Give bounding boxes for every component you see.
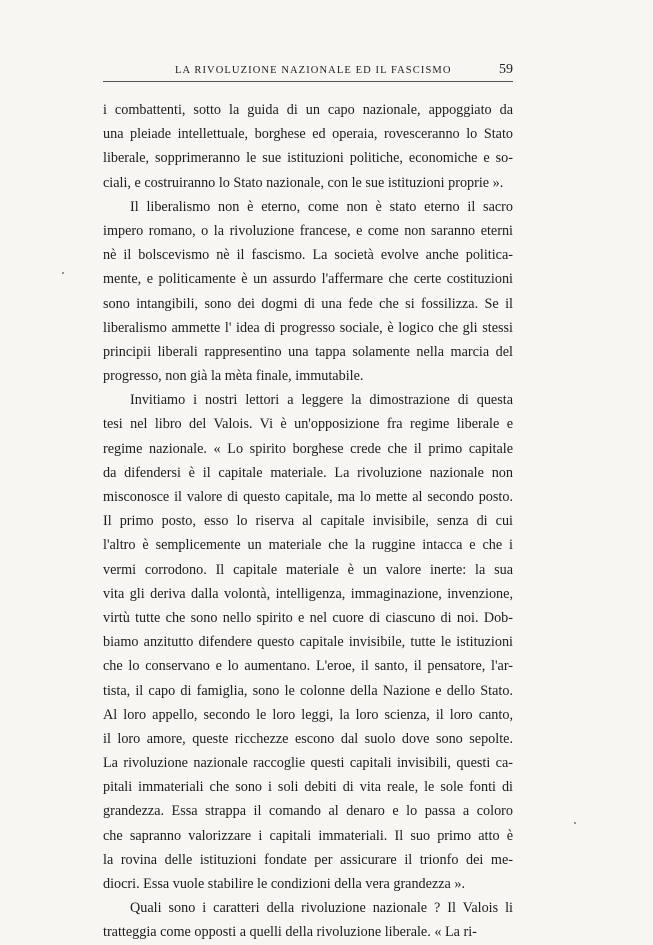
text-line: il loro amore, queste ricchezze escono dal suolo dove sono sepolte. — [103, 730, 513, 747]
paper-speck — [62, 272, 64, 274]
header-rule — [103, 81, 513, 82]
text-line: vermi corrodono. Il capitale materiale è un valore inerte: la sua — [103, 561, 513, 578]
running-title: LA RIVOLUZIONE NAZIONALE ED IL FASCISMO — [175, 65, 452, 76]
text-line: principii liberali rappresentino una tappa solamente nella marcia del — [103, 343, 513, 360]
text-line: nè il bolscevismo nè il fascismo. La società evolve anche politica- — [103, 247, 513, 264]
text-line: regime nazionale. « Lo spirito borghese crede che il primo capitale — [103, 440, 513, 457]
text-line: vita gli deriva dalla volontà, intelligenza, immaginazione, invenzione, — [103, 585, 513, 602]
text-line: ciali, e costruiranno lo Stato nazionale, con le sue istituzioni proprie ». — [103, 174, 504, 191]
page-header — [103, 62, 513, 84]
text-line: tesi nel libro del Valois. Vi è un'opposizione fra regime liberale e — [103, 416, 513, 433]
text-line: Il primo posto, esso lo riserva al capitale invisibile, senza di cui — [103, 513, 513, 530]
page-number: 59 — [499, 62, 513, 77]
text-line: biamo anzitutto difendere questo capitale invisibile, tutte le istituzioni — [103, 634, 513, 651]
text-line: sono intangibili, sono dei dogmi di una fede che si fossilizza. Se il — [103, 295, 513, 312]
paper-speck — [574, 822, 576, 824]
text-line: i combattenti, sotto la guida di un capo nazionale, appoggiato da — [103, 102, 513, 118]
text-line: mente, e politicamente è un assurdo l'affermare che certe costituzioni — [103, 271, 513, 288]
text-line: una pleiade intellettuale, borghese ed operaia, rovesceranno lo Stato — [103, 126, 513, 143]
text-line: liberale, sopprimeranno le sue istituzioni politiche, economiche e so- — [103, 150, 513, 167]
text-line: Invitiamo i nostri lettori a leggere la dimostrazione di questa — [130, 392, 513, 409]
text-line: grandezza. Essa strappa il comando al denaro e lo passa a coloro — [103, 803, 513, 820]
text-line: liberalismo ammette l' idea di progresso sociale, è logico che gli stessi — [103, 319, 513, 336]
text-line: La rivoluzione nazionale raccoglie questi capitali invisibili, questi ca- — [103, 755, 513, 772]
text-line: da difendersi è il capitale materiale. La rivoluzione nazionale non — [103, 464, 513, 481]
text-line: Quali sono i caratteri della rivoluzione nazionale ? Il Valois li — [130, 900, 513, 917]
text-line: tista, il capo di famiglia, sono le colonne della Nazione e dello Stato. — [103, 682, 513, 699]
text-line: virtù tutte che sono nello spirito e nel cuore di ciascuno di noi. Dob- — [103, 609, 513, 626]
text-line: diocri. Essa vuole stabilire le condizioni della vera grandezza ». — [103, 876, 466, 892]
text-line: misconosce il valore di questo capitale, ma lo mette al secondo posto. — [103, 489, 513, 505]
body-text — [103, 98, 513, 945]
text-line: pitali immateriali che sono i soli debiti di vita reale, le sole fonti di — [103, 779, 513, 796]
text-line: Al loro appello, secondo le loro leggi, la loro scienza, il loro canto, — [103, 706, 513, 723]
text-line: impero romano, o la rivoluzione francese, e come non saranno eterni — [103, 222, 513, 239]
text-line: che sapranno valorizzare i capitali immateriali. Il suo primo atto è — [103, 827, 513, 844]
text-line: tratteggia come opposti a quelli della rivoluzione liberale. « La ri- — [103, 924, 477, 941]
text-line: la rovina delle istituzioni fondate per assicurare il trionfo dei me- — [103, 851, 513, 868]
text-line: l'altro è semplicemente un materiale che la ruggine intacca e che i — [103, 537, 513, 554]
text-line: Il liberalismo non è eterno, come non è stato eterno il sacro — [130, 198, 513, 215]
text-line: che lo conservano e lo aumentano. L'eroe, il santo, il pensatore, l'ar- — [103, 658, 513, 675]
text-line: progresso, non già la mèta finale, immutabile. — [103, 368, 364, 385]
